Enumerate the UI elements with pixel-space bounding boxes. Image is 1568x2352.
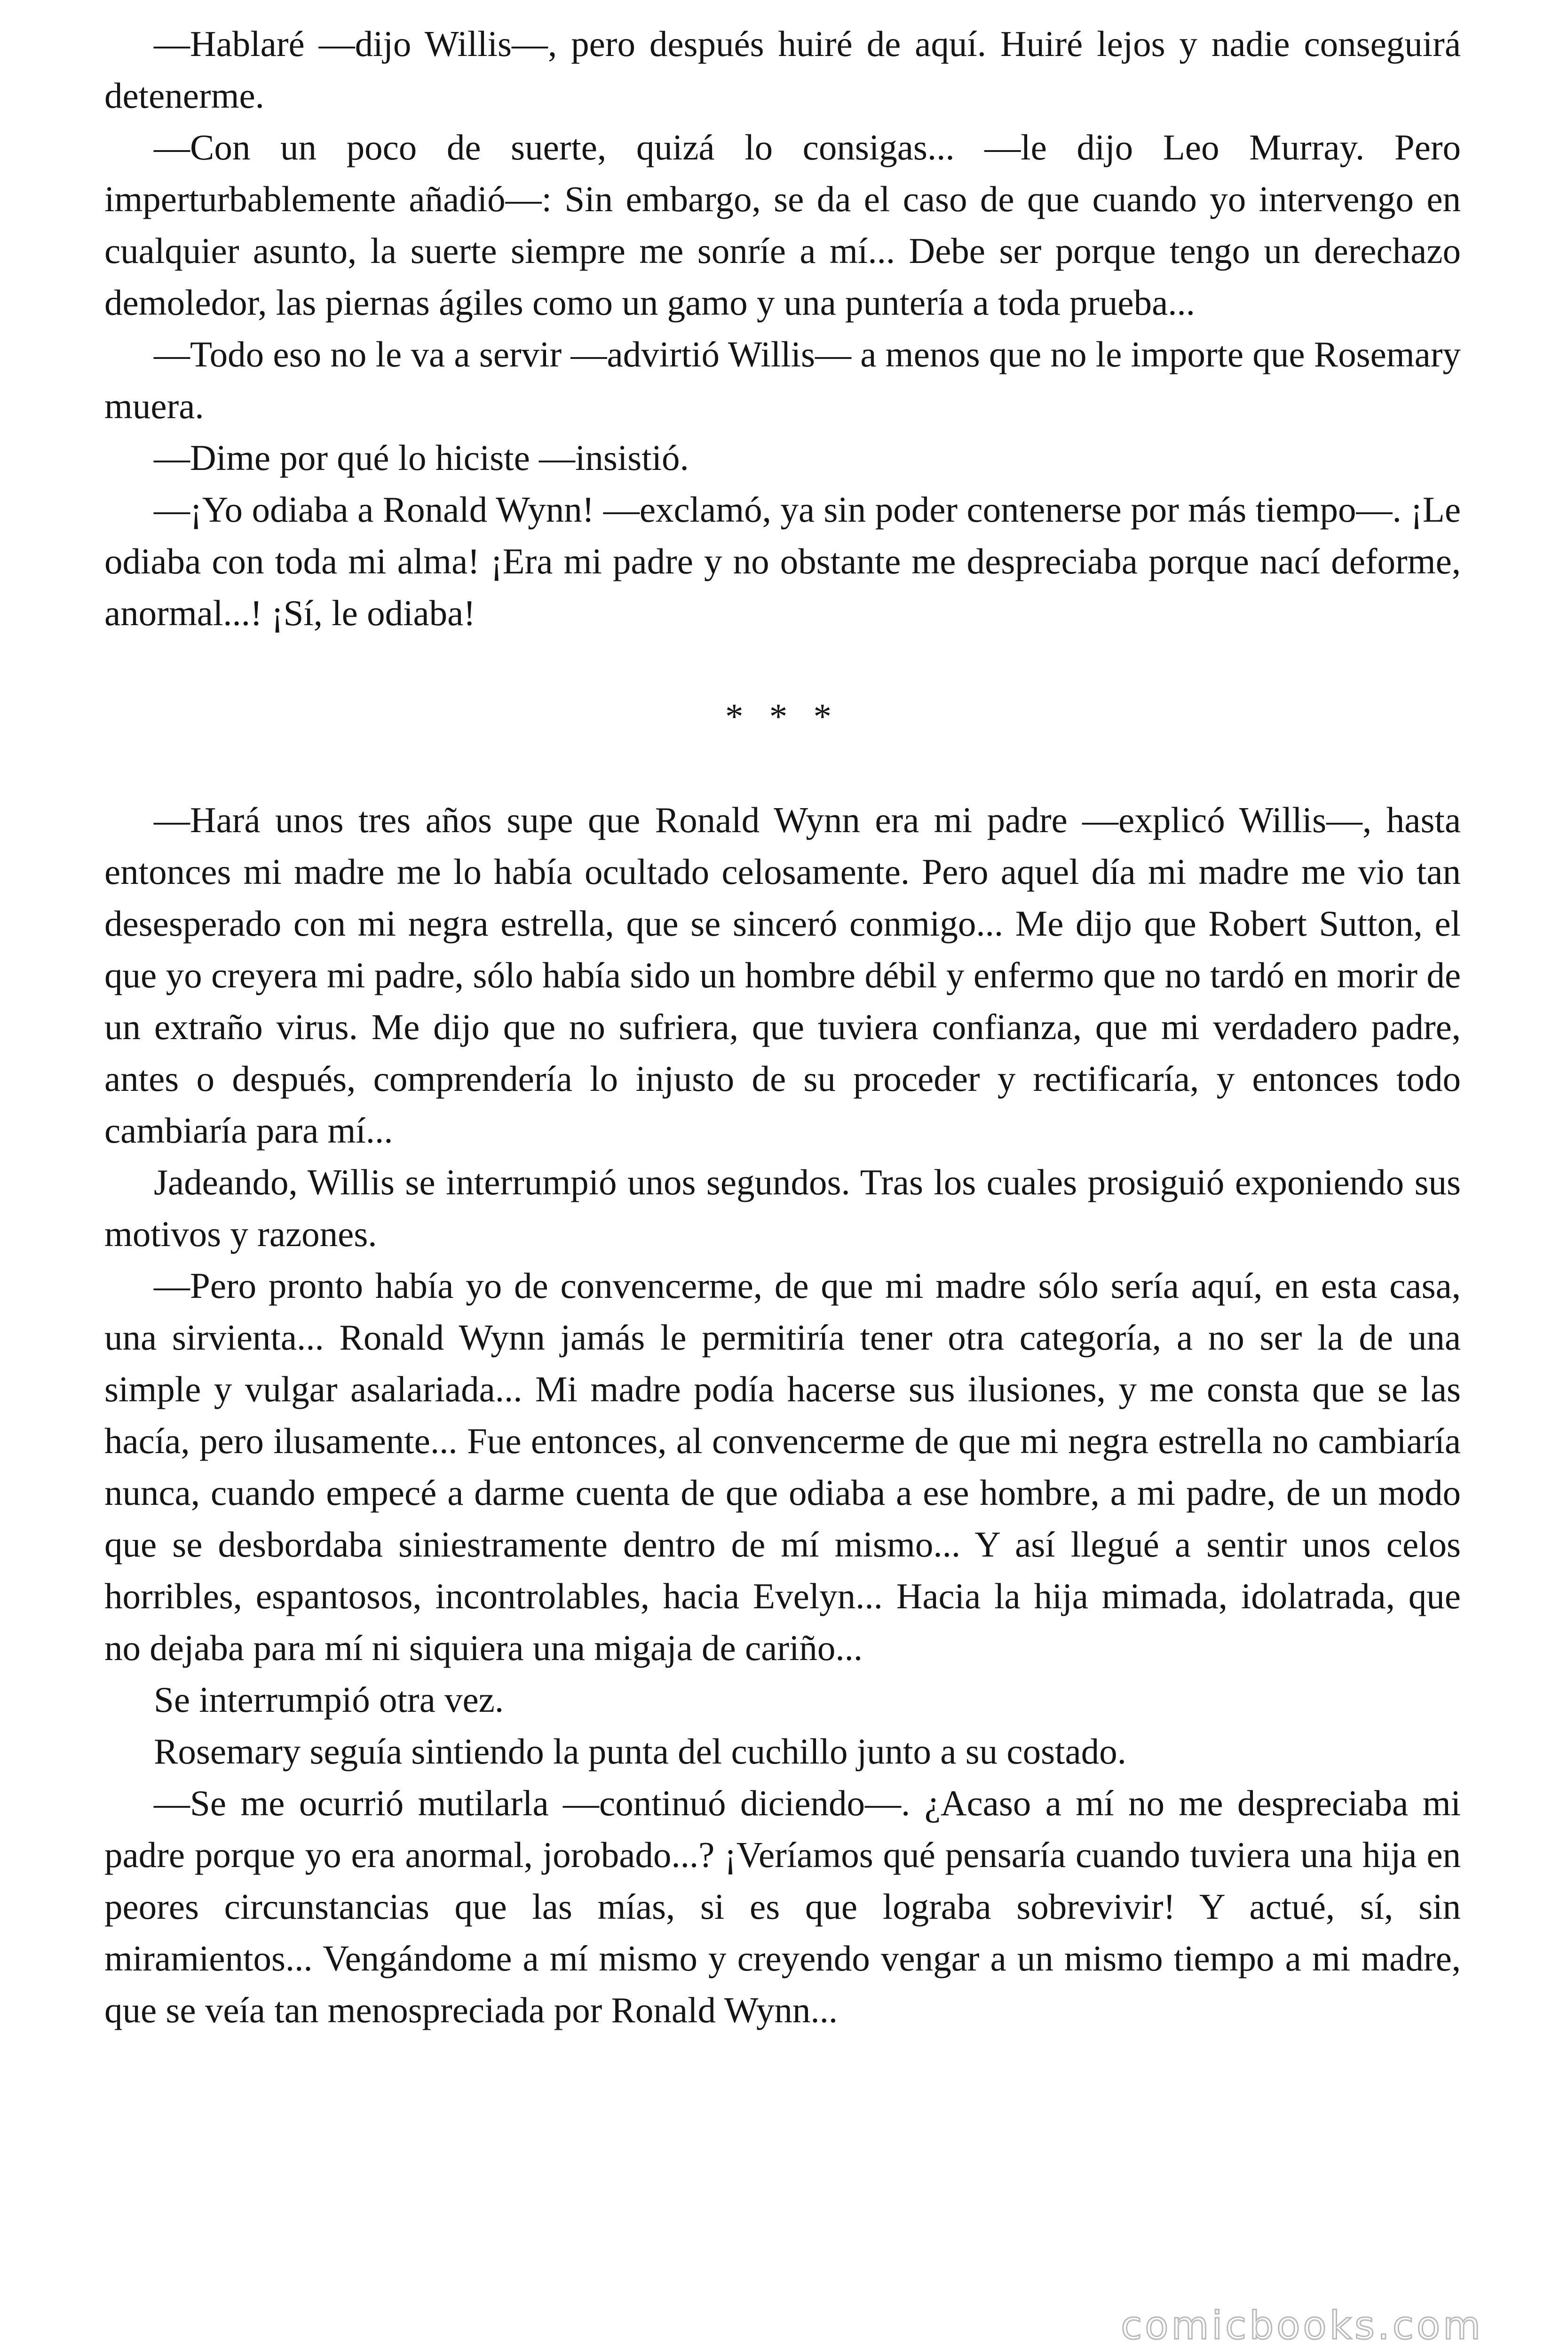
paragraph: —¡Yo odiaba a Ronald Wynn! —exclamó, ya sin poder contenerse por más tiempo—. ¡Le odiaba con toda mi alma! ¡Era mi padre y no obstante me despreciaba porque nací deforme, anormal...! ¡Sí, le odiaba!	[104, 489, 1461, 633]
paragraph: —Hará unos tres años supe que Ronald Wynn era mi padre —explicó Willis—, hasta entonces mi madre me lo había ocultado celosamente. Pero aquel día mi madre me vio tan desesperado con mi negra estrella, que se sinceró conmigo... Me dijo que Robert Sutton, el que yo creyera mi padre, sólo había sido un hombre débil y enfermo que no tardó en morir de un extraño virus. Me dijo que no sufriera, que tuviera confianza, que mi verdadero padre, antes o después, comprendería lo injusto de su proceder y rectificaría, y entonces todo cambiaría para mí...	[104, 800, 1461, 1151]
page-body	[104, 18, 1461, 2036]
watermark: comicbooks.com	[1121, 2304, 1483, 2348]
paragraph: —Todo eso no le va a servir —advirtió Willis— a menos que no le importe que Rosemary muera.	[104, 334, 1461, 426]
paragraph: Se interrumpió otra vez.	[154, 1679, 504, 1720]
paragraph: —Pero pronto había yo de convencerme, de que mi madre sólo sería aquí, en esta casa, una sirvienta... Ronald Wynn jamás le permitiría tener otra categoría, a no ser la de una simple y vulgar asalariada... Mi madre podía hacerse sus ilusiones, y me consta que se las hacía, pero ilusamente... Fue entonces, al convencerme de que mi negra estrella no cambiaría nunca, cuando empecé a darme cuenta de que odiaba a ese hombre, a mi padre, de un modo que se desbordaba siniestramente dentro de mí mismo... Y así llegué a sentir unos celos horribles, espantosos, incontrolables, hacia Evelyn... Hacia la hija mimada, idolatrada, que no dejaba para mí ni siquiera una migaja de cariño...	[104, 1265, 1461, 1668]
paragraph: —Dime por qué lo hiciste —insistió.	[154, 437, 689, 478]
paragraph: Rosemary seguía sintiendo la punta del cuchillo junto a su costado.	[154, 1731, 1126, 1772]
paragraph: Jadeando, Willis se interrumpió unos segundos. Tras los cuales prosiguió exponiendo sus motivos y razones.	[104, 1162, 1461, 1254]
paragraph: —Con un poco de suerte, quizá lo consigas... —le dijo Leo Murray. Pero imperturbablemente añadió—: Sin embargo, se da el caso de que cuando yo intervengo en cualquier asunto, la suerte siempre me sonríe a mí... Debe ser porque tengo un derechazo demoledor, las piernas ágiles como un gamo y una puntería a toda prueba...	[104, 127, 1461, 323]
paragraph: —Hablaré —dijo Willis—, pero después huiré de aquí. Huiré lejos y nadie conseguirá detenerme.	[104, 24, 1461, 116]
section-separator: * * *	[725, 696, 840, 737]
paragraph: —Se me ocurrió mutilarla —continuó diciendo—. ¿Acaso a mí no me despreciaba mi padre porque yo era anormal, jorobado...? ¡Veríamos qué pensaría cuando tuviera una hija en peores circunstancias que las mías, si es que lograba sobrevivir! Y actué, sí, sin miramientos... Vengándome a mí mismo y creyendo vengar a un mismo tiempo a mi madre, que se veía tan menospreciada por Ronald Wynn...	[104, 1783, 1461, 2030]
